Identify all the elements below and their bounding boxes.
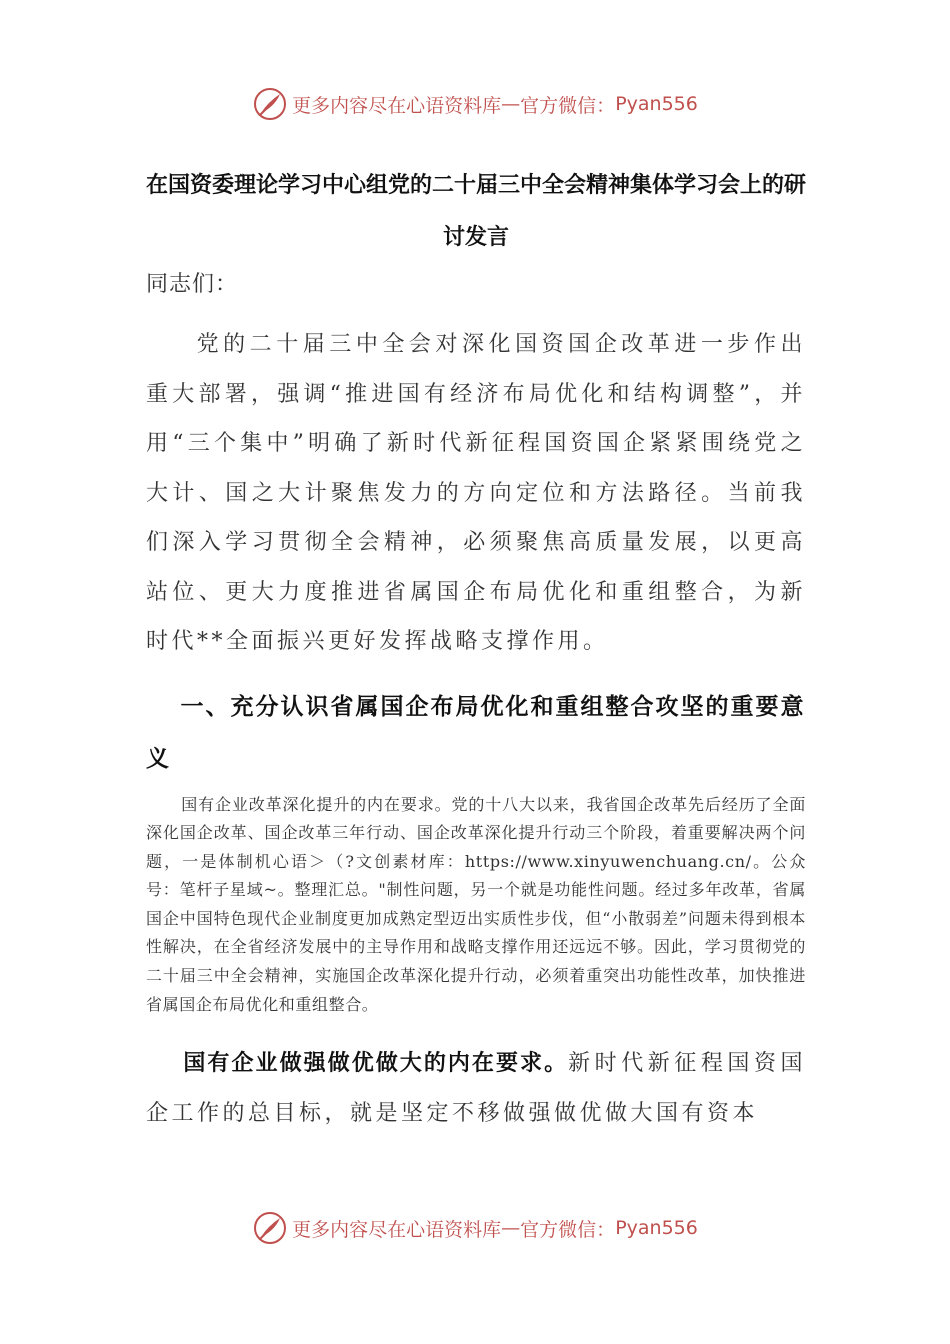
header-watermark-banner [0,84,950,124]
body-paragraph: 国有企业改革深化提升的内在要求。党的十八大以来，我省国企改革先后经历了全面深化国企改革、国企改革三年行动、国企改革深化提升行动三个阶段，着重要解决两个问题，一是体制机心语＞（?文创素材库：https://www.xinyuwenchuang.cn/。公众号：笔杆子星域~。整理汇总。"制性问题，另一个就是功能性问题。经过多年改革，省属国企中国特色现代企业制度更加成熟定型迈出实质性步伐，但“小散弱差”问题未得到根本性解决，在全省经济发展中的主导作用和战略支撑作用还远远不够。因此，学习贯彻党的二十届三中全会精神，实施国企改革深化提升行动，必须着重突出功能性改革，加快推进省属国企布局优化和重组整合。 [146,794,806,1014]
banner-wechat-label: 官方微信： [520,1218,616,1241]
section-heading: 一、充分认识省属国企布局优化和重组整合攻坚的重要意义 [146,693,806,772]
salutation: 同志们： [146,272,239,297]
paragraph-continuation: 新时代新征程国资国企工作的总目标，就是坚定不移做强做优做大国有资本 [146,1051,806,1126]
footer-watermark-banner [0,1208,950,1248]
banner-wechat-id: Pyan556 [615,93,698,115]
banner-wechat-id: Pyan556 [615,1217,698,1239]
document-body [146,160,806,1138]
body-paragraph-lead [146,1039,806,1138]
banner-wechat-label: 官方微信： [520,94,616,117]
banner-separator: — [501,93,521,115]
banner-text: 更多内容尽在心语资料库 [292,94,502,117]
quill-logo-icon [252,86,288,122]
quill-logo-icon [252,1210,288,1246]
banner-separator: — [501,1217,521,1239]
paragraph-lead-sentence: 国有企业做强做优做大的内在要求。 [183,1051,569,1077]
document-title: 在国资委理论学习中心组党的二十届三中全会精神集体学习会上的研讨发言 [146,173,807,250]
intro-paragraph: 党的二十届三中全会对深化国资国企改革进一步作出重大部署，强调“推进国有经济布局优化和结构调整”，并用“三个集中”明确了新时代新征程国资国企紧紧围绕党之大计、国之大计聚焦发力的方向定位和方法路径。当前我们深入学习贯彻全会精神，必须聚焦高质量发展，以更高站位、更大力度推进省属国企布局优化和重组整合，为新时代**全面振兴更好发挥战略支撑作用。 [146,332,806,654]
banner-text: 更多内容尽在心语资料库 [292,1218,502,1241]
